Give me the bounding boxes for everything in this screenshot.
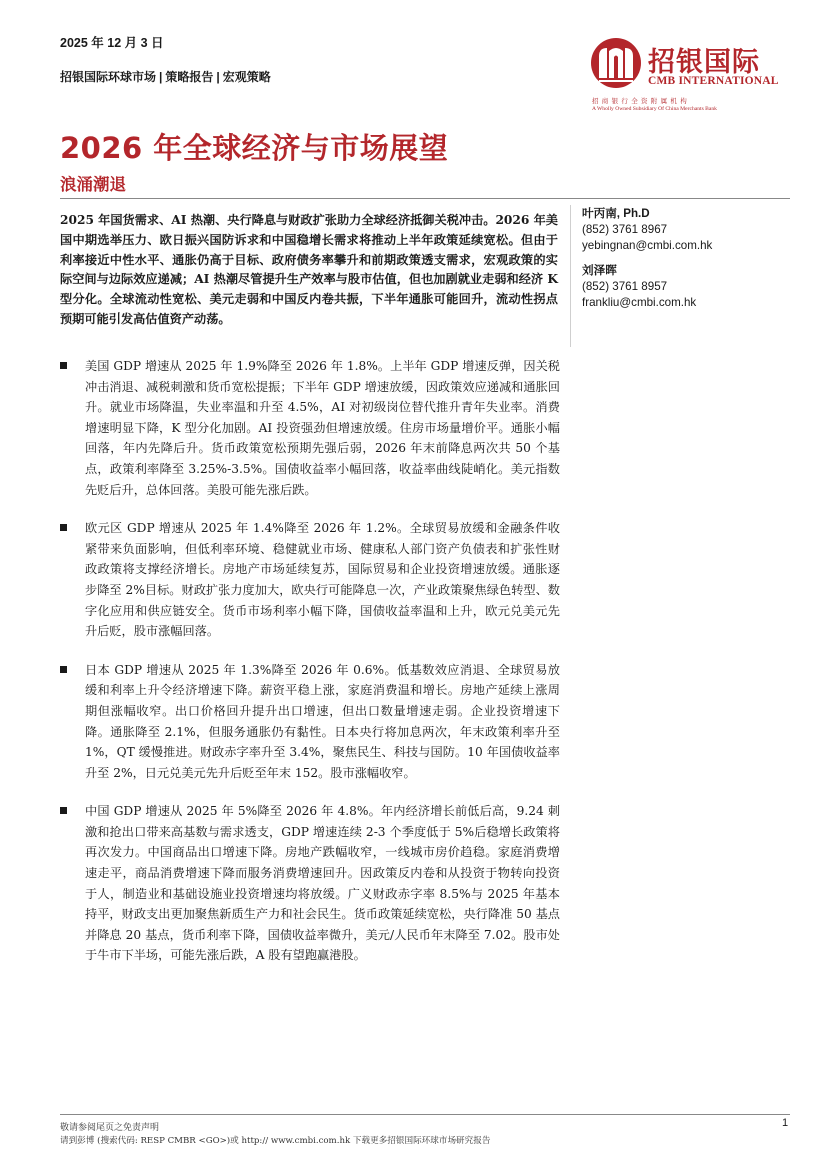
logo-tagline-cn: 招商银行全资附属机构 [592,97,690,105]
bullet-text: 日本 GDP 增速从 2025 年 1.3%降至 2026 年 0.6%。低基数效应消退、全球贸易放缓和利率上升令经济增速下降。薪资平稳上涨，家庭消费温和增长。房地产延续上涨周期但涨幅收窄。出口价格回升提升出口增速，但出口数量增速走弱。企业投资增速下降。通胀降至 2.1%，但服务通胀仍有黏性。日本央行将加息两次，年末政策利率升至 1%，QT 缓慢推进。财政赤字率升至 3.4%，聚焦民生、科技与国防。10 年国债收益率升至 2%，日元兑美元先升后贬至年末 152。股市涨幅收窄。 [85,662,560,780]
analyst-card [582,263,696,311]
analyst-phone: (852) 3761 8967 [582,223,668,236]
analyst-column-divider [570,205,571,347]
header-divider [60,198,790,199]
bullet-japan-outlook [60,660,560,784]
executive-summary: 2025 年国货需求、AI 热潮、央行降息与财政扩张助力全球经济抵御关税冲击。2026 年美国中期选举压力、欧日振兴国防诉求和中国稳增长需求将推动上半年政策延续宽松。但由于利率接近中性水平、通胀仍高于目标、政府债务率攀升和前期政策透支需求，宏观政策的实际空间与边际效应递减；AI 热潮尽管提升生产效率与股市估值，但也加剧就业走弱和经济 K 型分化。全球流动性宽松、美元走弱和中国反内卷共振，下半年通胀可能回升，流动性拐点预期可能引发高估值资产动荡。 [60,213,558,326]
bullet-square-icon [60,362,67,369]
disclaimer-note: 敬请参阅尾页之免责声明 [60,1123,160,1133]
outlook-bullet-list [60,356,560,984]
bullet-text: 欧元区 GDP 增速从 2025 年 1.4%降至 2026 年 1.2%。全球贸易放缓和金融条件收紧带来负面影响，但低利率环境、稳健就业市场、健康私人部门资产负债表和扩张性财政政策将支撑经济增长。房地产市场延续复苏，国际贸易和企业投资增速放缓。通胀逐步降至 2%目标。财政扩张力度加大，欧央行可能降息一次，产业政策聚焦绿色转型、数字化应用和供应链安全。货币市场利率小幅下降，国债收益率温和上升，欧元兑美元先升后贬，股市涨幅回落。 [85,521,560,639]
logo-name-en: CMB INTERNATIONAL [648,75,779,87]
analyst-name: 刘泽晖 [582,264,617,277]
breadcrumb-item-report-type: 策略报告 [165,70,214,84]
analyst-name: 叶丙南, Ph.D [582,207,650,220]
analyst-email[interactable]: yebingnan@cmbi.com.hk [582,239,713,252]
bullet-us-outlook [60,356,560,500]
bullet-china-outlook [60,801,560,966]
bullet-square-icon [60,666,67,673]
download-link-note[interactable]: 请到彭博 (搜索代码: RESP CMBR <GO>)或 http:// www.cmbi.com.hk 下载更多招银国际环球市场研究报告 [60,1136,491,1146]
bullet-text: 中国 GDP 增速从 2025 年 5%降至 2026 年 4.8%。年内经济增长前低后高，9.24 刺激和抢出口带来高基数与需求透支，GDP 增速连续 2-3 个季度低于 5%后稳增长政策将再次发力。中国商品出口增速下降。房地产跌幅收窄，一线城市房价趋稳。家庭消费增速走平，商品消费增速下降而服务消费增速回升。因政策反内卷和从投资于物转向投资于人，制造业和基础设施业投资增速均将放缓。广义财政赤字率 8.5%与 2025 年基本持平，财政支出更加聚焦新质生产力和社会民生。货币政策延续宽松，央行降准 50 基点并降息 20 基点，货币利率下降，国债收益率微升，美元/人民币年末降至 7.02。股市处于牛市下半场，可能先涨后跌，A 股有望跑赢港股。 [85,804,560,963]
report-date: 2025 年 12 月 3 日 [60,36,164,50]
logo-name-cn: 招银国际 [648,47,760,78]
report-title: 2026 年全球经济与市场展望 [60,131,449,165]
breadcrumb-item-category: 宏观策略 [222,70,271,84]
bullet-eurozone-outlook [60,518,560,642]
footer-divider [60,1114,790,1115]
bullet-square-icon [60,807,67,814]
breadcrumb: 招银国际环球市场 | 策略报告 | 宏观策略 [60,70,271,84]
analyst-card [582,206,712,254]
cmbi-logo-icon [590,37,642,89]
analyst-email[interactable]: frankliu@cmbi.com.hk [582,296,697,309]
breadcrumb-item-division: 招银国际环球市场 [60,70,157,84]
cmbi-logo [590,37,790,117]
report-subtitle: 浪涌潮退 [60,175,126,194]
logo-tagline-en: A Wholly Owned Subsidiary Of China Merchants Bank [592,106,717,112]
bullet-square-icon [60,524,67,531]
bullet-text: 美国 GDP 增速从 2025 年 1.9%降至 2026 年 1.8%。上半年 GDP 增速反弹，因关税冲击消退、减税刺激和货币宽松提振；下半年 GDP 增速放缓，因政策效应递减和通胀回升。就业市场降温，失业率温和升至 4.5%，AI 对初级岗位替代推升青年失业率。消费增速明显下降，K 型分化加剧。AI 投资强劲但增速放缓。住房市场量增价平。通胀小幅回落，年内先降后升。货币政策宽松预期先强后弱，2026 年末前降息两次共 50 个基点，政策利率降至 3.25%-3.5%。国债收益率小幅回落，收益率曲线陡峭化。美元指数先贬后升，总体回落。美股可能先涨后跌。 [85,359,560,497]
page-number: 1 [782,1117,789,1129]
analyst-phone: (852) 3761 8957 [582,280,668,293]
